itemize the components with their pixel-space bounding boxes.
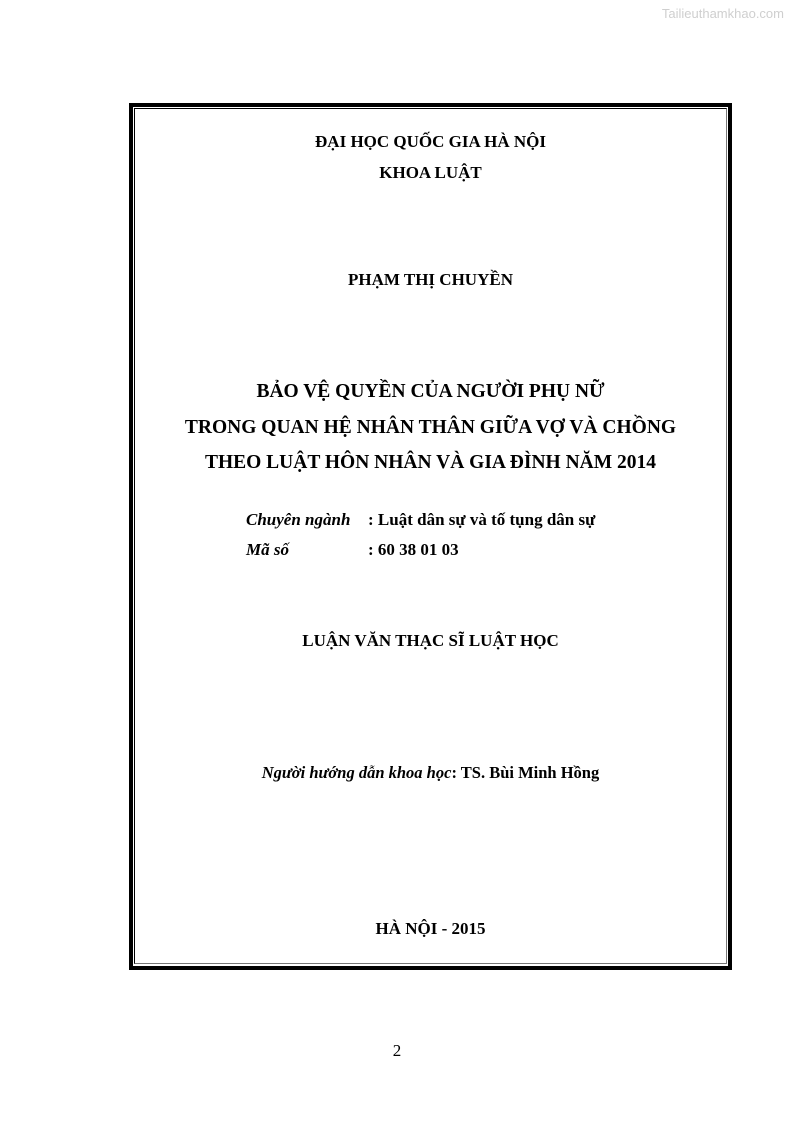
degree-type: LUẬN VĂN THẠC SĨ LUẬT HỌC bbox=[302, 631, 559, 650]
thesis-title-line-2: TRONG QUAN HỆ NHÂN THÂN GIỮA VỢ VÀ CHỒNG bbox=[184, 417, 677, 438]
supervisor-value: : TS. Bùi Minh Hồng bbox=[451, 763, 600, 782]
code-row bbox=[246, 540, 459, 560]
thesis-title-line-1: BẢO VỆ QUYỀN CỦA NGƯỜI PHỤ NỮ bbox=[256, 381, 605, 402]
author-name: PHẠM THỊ CHUYỀN bbox=[348, 270, 513, 289]
place-year: HÀ NỘI - 2015 bbox=[375, 919, 486, 938]
major-row bbox=[246, 510, 595, 530]
supervisor-row bbox=[129, 763, 732, 783]
code-value: : 60 38 01 03 bbox=[368, 540, 459, 559]
code-label: Mã số bbox=[246, 540, 289, 559]
university-name: ĐẠI HỌC QUỐC GIA HÀ NỘI bbox=[315, 132, 546, 151]
major-label: Chuyên ngành bbox=[246, 510, 351, 529]
faculty-name: KHOA LUẬT bbox=[379, 163, 482, 182]
watermark: Tailieuthamkhao.com bbox=[661, 6, 784, 21]
page-number: 2 bbox=[392, 1041, 402, 1060]
supervisor-label: Người hướng dẫn khoa học bbox=[261, 763, 452, 782]
page-border-inner bbox=[134, 108, 727, 964]
major-value: : Luật dân sự và tố tụng dân sự bbox=[368, 510, 596, 529]
thesis-title-line-3: THEO LUẬT HÔN NHÂN VÀ GIA ĐÌNH NĂM 2014 bbox=[204, 452, 657, 473]
